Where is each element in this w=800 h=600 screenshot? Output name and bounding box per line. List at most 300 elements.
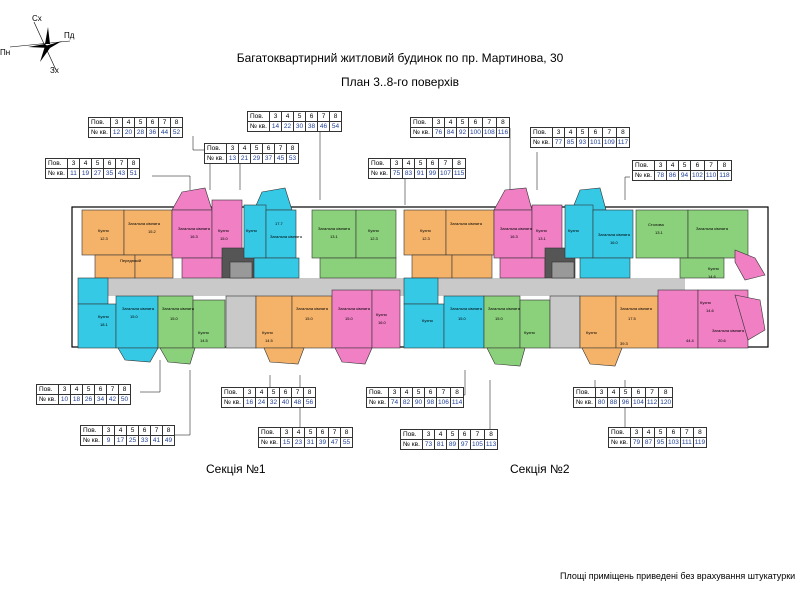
apt-cell: 28 [135, 128, 147, 138]
apt-cell: 76 [433, 128, 445, 138]
floor-cell: 7 [151, 426, 163, 436]
floor-cell: 4 [435, 430, 447, 440]
floors-header: Пов. [633, 161, 655, 171]
apt-cell: 46 [318, 122, 330, 132]
floor-cell: 3 [111, 118, 123, 128]
floor-cell: 5 [413, 388, 425, 398]
apt-cell: 55 [341, 438, 353, 448]
apt-cell: 85 [565, 138, 577, 148]
floor-cell: 5 [127, 426, 139, 436]
apt-cell: 53 [287, 154, 299, 164]
apartment-table [36, 384, 131, 405]
room-label: Загальна кімната [178, 226, 210, 231]
floor-cell: 6 [427, 159, 439, 169]
floor-cell: 4 [80, 159, 92, 169]
room-label: Кухня [246, 228, 257, 233]
apts-header: № кв. [369, 169, 391, 179]
apt-cell: 104 [633, 399, 644, 406]
apt-cell: 81 [435, 440, 447, 450]
apts-header: № кв. [222, 398, 244, 408]
floor-cell: 6 [667, 428, 681, 438]
room-label: Загальна кімната [598, 232, 630, 237]
room-label: Кухня [536, 228, 547, 233]
floor-cell: 7 [107, 385, 119, 395]
room-label: Загальна кімната [128, 221, 160, 226]
elevator [552, 262, 574, 278]
apt-cell: 102 [692, 172, 703, 179]
apt-cell: 118 [719, 172, 730, 179]
apt-cell: 83 [403, 169, 415, 179]
apt-cell: 11 [68, 169, 80, 179]
apt-cell: 30 [294, 122, 306, 132]
room-area: 16.0 [610, 240, 618, 245]
building [72, 188, 768, 366]
floor-cell: 6 [317, 428, 329, 438]
apt-cell: 74 [389, 398, 401, 408]
elevator [230, 262, 252, 278]
room-area: 14.6 [708, 274, 716, 279]
room-area: 20.6 [718, 338, 726, 343]
floor-cell: 5 [679, 161, 691, 171]
apt-cell: 111 [681, 439, 692, 446]
floors-header: Пов. [222, 388, 244, 398]
apartment-table [530, 127, 630, 148]
room-label: Кухня [218, 228, 229, 233]
floor-cell: 7 [437, 388, 451, 398]
room-label: Загальна кімната [696, 226, 728, 231]
floors-header: Пов. [369, 159, 391, 169]
compass-west-label: Зх [50, 66, 59, 75]
floor-cell: 8 [330, 112, 342, 122]
apt-cell: 108 [483, 129, 495, 136]
floor-cell: 4 [239, 144, 251, 154]
apt-cell: 49 [163, 436, 175, 446]
apartment-table [410, 117, 510, 138]
apt-cell: 78 [655, 171, 667, 181]
floor-cell: 4 [565, 128, 577, 138]
floor-cell: 5 [577, 128, 589, 138]
apts-header: № кв. [633, 171, 655, 181]
apt-cell: 23 [293, 438, 305, 448]
room-area: 13.1 [330, 234, 338, 239]
room-label: Загальна кімната [500, 226, 532, 231]
floor-cell: 3 [423, 430, 435, 440]
section-1-label: Секція №1 [206, 462, 266, 476]
room-area: 17.5 [628, 316, 636, 321]
room-label: Загальна кімната [270, 234, 302, 239]
room-area: 15.0 [495, 316, 503, 321]
apartment-table [88, 117, 183, 138]
apt-cell: 13 [227, 154, 239, 164]
apt-cell: 17 [115, 436, 127, 446]
room-area: 12.3 [422, 236, 430, 241]
apt-cell: 44 [159, 128, 171, 138]
floor-cell: 8 [496, 118, 509, 128]
apt-cell: 112 [646, 399, 658, 406]
apt-cell: 27 [92, 169, 104, 179]
floor-cell: 8 [287, 144, 299, 154]
room-label: Загальна кімната [162, 306, 194, 311]
floor-cell: 4 [71, 385, 83, 395]
floor-cell: 5 [268, 388, 280, 398]
floor-cell: 3 [281, 428, 293, 438]
floor-cell: 7 [329, 428, 341, 438]
apt-cell: 10 [59, 395, 71, 405]
apt-cell: 50 [119, 395, 131, 405]
floor-cell: 5 [457, 118, 469, 128]
apt-cell: 101 [590, 139, 601, 146]
apt-cell: 54 [330, 122, 342, 132]
apt-cell: 77 [553, 138, 565, 148]
room-area: 15.2 [148, 229, 156, 234]
room-area: 12.3 [370, 236, 378, 241]
apts-header: № кв. [37, 395, 59, 405]
room-label: Кухня [262, 330, 273, 335]
floor-cell: 3 [553, 128, 565, 138]
apt-cell: 45 [275, 154, 287, 164]
floor-cell: 3 [433, 118, 445, 128]
floor-cell: 8 [304, 388, 316, 398]
floor-cell: 5 [92, 159, 104, 169]
apt-cell: 51 [128, 169, 140, 179]
apt-cell: 87 [643, 438, 655, 448]
floor-cell: 8 [128, 159, 140, 169]
apt-cell: 110 [705, 172, 717, 179]
floor-cell: 7 [704, 161, 717, 171]
room-area: 14.6 [706, 308, 714, 313]
floor-cell: 3 [227, 144, 239, 154]
room-label: Кухня [98, 314, 109, 319]
floor-cell: 4 [282, 112, 294, 122]
room-area: 39.3 [620, 341, 628, 346]
floor-cell: 5 [294, 112, 306, 122]
apts-header: № кв. [531, 138, 553, 148]
apt-cell: 20 [123, 128, 135, 138]
room-label: Загальна кімната [450, 306, 482, 311]
apartment-table [247, 111, 342, 132]
apt-cell: 9 [103, 436, 115, 446]
apt-cell: 15 [281, 438, 293, 448]
floor-cell: 6 [459, 430, 471, 440]
floors-header: Пов. [81, 426, 103, 436]
compass-north-label: Пн [0, 48, 11, 57]
room-area: 13.1 [655, 230, 663, 235]
floor-cell: 7 [482, 118, 496, 128]
floor-cell: 6 [95, 385, 107, 395]
apt-cell: 25 [127, 436, 139, 446]
room-area: 15.0 [130, 314, 138, 319]
apt-cell: 90 [413, 398, 425, 408]
room-area: 16.3 [510, 234, 518, 239]
apt-cell: 37 [263, 154, 275, 164]
floor-cell: 3 [631, 428, 643, 438]
floor-cell: 7 [292, 388, 304, 398]
floor-cell: 8 [659, 388, 673, 398]
apt-cell: 52 [171, 128, 183, 138]
room-label: Кухня [368, 228, 379, 233]
section-2-label: Секція №2 [510, 462, 570, 476]
apartment-table [221, 387, 316, 408]
apt-cell: 34 [95, 395, 107, 405]
apt-cell: 56 [304, 398, 316, 408]
apts-header: № кв. [248, 122, 270, 132]
apt-cell: 26 [83, 395, 95, 405]
floor-cell: 4 [403, 159, 415, 169]
apt-cell: 43 [116, 169, 128, 179]
floor-cell: 6 [306, 112, 318, 122]
room-label: Кухня [420, 228, 431, 233]
room-area: 16.3 [190, 234, 198, 239]
apt-cell: 80 [596, 398, 608, 408]
apt-cell: 116 [497, 129, 509, 136]
apt-cell: 114 [451, 399, 463, 406]
compass-east-label: Сх [32, 14, 42, 23]
floor-cell: 6 [280, 388, 292, 398]
floors-header: Пов. [367, 388, 389, 398]
apt-cell: 107 [440, 170, 451, 177]
floors-header: Пов. [89, 118, 111, 128]
floors-header: Пов. [248, 112, 270, 122]
apt-cell: 115 [453, 170, 465, 177]
room-area: 15.0 [170, 316, 178, 321]
floor-cell: 5 [251, 144, 263, 154]
floor-cell: 8 [450, 388, 463, 398]
apartment-table [368, 158, 466, 179]
apartment-table [204, 143, 299, 164]
floor-cell: 7 [645, 388, 658, 398]
apts-header: № кв. [81, 436, 103, 446]
floor-cell: 8 [616, 128, 629, 138]
floor-cell: 3 [59, 385, 71, 395]
apt-cell: 95 [655, 438, 667, 448]
floor-cell: 5 [655, 428, 667, 438]
apt-cell: 99 [427, 169, 439, 179]
floor-cell: 6 [263, 144, 275, 154]
apt-cell: 119 [694, 439, 706, 446]
apartment-table [400, 429, 498, 450]
apt-cell: 103 [668, 439, 679, 446]
room-label: Загальна кімната [450, 221, 482, 226]
floors-header: Пов. [411, 118, 433, 128]
apt-cell: 97 [459, 440, 471, 450]
apt-cell: 32 [268, 398, 280, 408]
room-label: Кухня [568, 228, 579, 233]
apt-cell: 89 [447, 440, 459, 450]
compass-icon [0, 14, 75, 75]
apt-cell: 19 [80, 169, 92, 179]
floor-cell: 6 [147, 118, 159, 128]
floor-cell: 8 [163, 426, 175, 436]
floor-cell: 3 [655, 161, 667, 171]
room-label: Загальна кімната [712, 328, 744, 333]
floor-cell: 6 [139, 426, 151, 436]
apt-cell: 21 [239, 154, 251, 164]
floors-header: Пов. [37, 385, 59, 395]
floor-cell: 6 [691, 161, 705, 171]
apt-cell: 41 [151, 436, 163, 446]
room-area: 15.0 [458, 316, 466, 321]
floor-cell: 7 [318, 112, 330, 122]
compass-south-label: Пд [64, 31, 75, 40]
room-area: 15.0 [305, 316, 313, 321]
floor-cell: 5 [620, 388, 632, 398]
apt-cell: 100 [470, 129, 481, 136]
floors-header: Пов. [205, 144, 227, 154]
apt-cell: 88 [608, 398, 620, 408]
apt-cell: 79 [631, 438, 643, 448]
footer-note: Площі приміщень приведені без врахування штукатурки [560, 571, 796, 581]
apt-cell: 24 [256, 398, 268, 408]
floor-cell: 4 [256, 388, 268, 398]
room-label: Столова [648, 222, 664, 227]
apt-cell: 40 [280, 398, 292, 408]
apt-cell: 106 [438, 399, 449, 406]
stairwell [226, 296, 256, 348]
floor-cell: 4 [293, 428, 305, 438]
apts-header: № кв. [411, 128, 433, 138]
apts-header: № кв. [259, 438, 281, 448]
apt-cell: 31 [305, 438, 317, 448]
apt-cell: 47 [329, 438, 341, 448]
room-label: Загальна кімната [296, 306, 328, 311]
room-label: Кухня [422, 318, 433, 323]
floor-cell: 7 [471, 430, 485, 440]
room-label: Кухня [524, 330, 535, 335]
page-subtitle: План 3..8-го поверхів [340, 75, 460, 89]
floor-cell: 3 [391, 159, 403, 169]
apt-cell: 16 [244, 398, 256, 408]
floor-cell: 7 [602, 128, 616, 138]
apt-cell: 75 [391, 169, 403, 179]
apt-cell: 18 [71, 395, 83, 405]
apts-header: № кв. [401, 440, 423, 450]
floor-cell: 8 [452, 159, 465, 169]
apt-cell: 73 [423, 440, 435, 450]
apt-cell: 96 [620, 398, 632, 408]
apartment-table [80, 425, 175, 446]
room-label: Загальна кімната [122, 306, 154, 311]
floors-header: Пов. [401, 430, 423, 440]
floor-cell: 3 [244, 388, 256, 398]
apt-cell: 84 [445, 128, 457, 138]
room-area: 18.1 [100, 322, 108, 327]
floor-cell: 4 [608, 388, 620, 398]
apt-cell: 120 [660, 399, 672, 406]
floor-cell: 6 [469, 118, 483, 128]
floor-cell: 4 [401, 388, 413, 398]
room-label: Загальна кімната [620, 306, 652, 311]
floor-cell: 6 [632, 388, 646, 398]
floor-cell: 6 [104, 159, 116, 169]
floors-header: Пов. [259, 428, 281, 438]
floor-cell: 8 [171, 118, 183, 128]
room-area: 12.3 [100, 236, 108, 241]
room-area: 16.0 [378, 320, 386, 325]
floor-cell: 7 [680, 428, 693, 438]
apts-header: № кв. [205, 154, 227, 164]
apt-cell: 86 [667, 171, 679, 181]
floors-header: Пов. [531, 128, 553, 138]
floor-cell: 5 [415, 159, 427, 169]
floor-cell: 7 [116, 159, 128, 169]
apt-cell: 42 [107, 395, 119, 405]
floor-cell: 4 [115, 426, 127, 436]
apartment-table [573, 387, 673, 408]
apt-cell: 82 [401, 398, 413, 408]
floor-cell: 3 [68, 159, 80, 169]
room-area: 13.1 [538, 236, 546, 241]
room-label: Загальна кімната [318, 226, 350, 231]
floor-cell: 3 [270, 112, 282, 122]
floor-cell: 8 [341, 428, 353, 438]
floors-header: Пов. [609, 428, 631, 438]
room-area: 17.7 [275, 221, 283, 226]
floors-header: Пов. [46, 159, 68, 169]
floor-cell: 8 [484, 430, 497, 440]
apt-cell: 33 [139, 436, 151, 446]
apartment-table [608, 427, 707, 448]
floor-cell: 6 [425, 388, 437, 398]
apartment-table [632, 160, 732, 181]
floor-cell: 8 [119, 385, 131, 395]
floors-header: Пов. [574, 388, 596, 398]
room-area: 14.5 [200, 338, 208, 343]
apt-cell: 14 [270, 122, 282, 132]
floor-cell: 5 [305, 428, 317, 438]
room-label: Кухня [700, 300, 711, 305]
apts-header: № кв. [609, 438, 631, 448]
room-label: Загальна кімната [338, 306, 370, 311]
room-area: 15.0 [345, 316, 353, 321]
floor-cell: 5 [135, 118, 147, 128]
apartment-table [258, 427, 353, 448]
apt-cell: 36 [147, 128, 159, 138]
apt-cell: 92 [457, 128, 469, 138]
apartment-table [366, 387, 464, 408]
floor-cell: 7 [275, 144, 287, 154]
floor-cell: 4 [445, 118, 457, 128]
room-area: 44.4 [686, 338, 694, 343]
floor-cell: 8 [693, 428, 706, 438]
room-label: Кухня [708, 266, 719, 271]
apt-cell: 93 [577, 138, 589, 148]
room-area: 15.0 [220, 236, 228, 241]
room-label: Кухня [376, 312, 387, 317]
floor-cell: 4 [643, 428, 655, 438]
apt-cell: 91 [415, 169, 427, 179]
floor-cell: 7 [159, 118, 171, 128]
room-label: Кухня [198, 330, 209, 335]
page-title: Багатоквартирний житловий будинок по пр. Мартинова, 30 [236, 51, 564, 65]
apt-cell: 105 [472, 441, 483, 448]
apt-cell: 22 [282, 122, 294, 132]
floor-cell: 3 [596, 388, 608, 398]
floor-cell: 6 [589, 128, 603, 138]
room-label: Передпокій [120, 258, 142, 263]
floor-cell: 4 [123, 118, 135, 128]
apt-cell: 29 [251, 154, 263, 164]
apts-header: № кв. [367, 398, 389, 408]
apts-header: № кв. [89, 128, 111, 138]
floor-cell: 5 [447, 430, 459, 440]
apartment-table [45, 158, 140, 179]
apt-cell: 98 [425, 398, 437, 408]
apts-header: № кв. [574, 398, 596, 408]
floor-cell: 7 [439, 159, 453, 169]
room-area: 14.5 [265, 338, 273, 343]
apt-cell: 35 [104, 169, 116, 179]
apt-cell: 109 [603, 139, 615, 146]
